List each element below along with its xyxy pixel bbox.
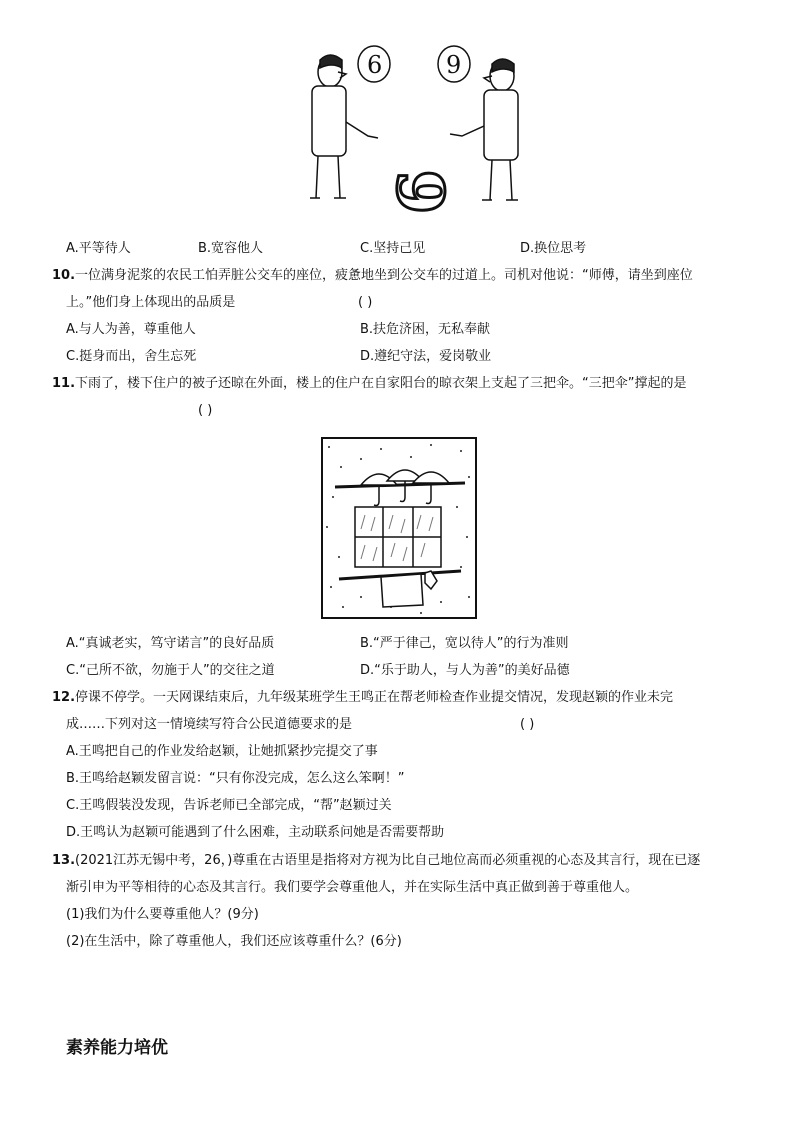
figure-six-nine-perspective: [298, 42, 534, 228]
q10-stem-line2: 上。”他们身上体现出的品质是: [66, 295, 236, 310]
q13-stem-line2: 渐引申为平等相待的心态及其言行。我们要学会尊重他人，并在实际生活中真正做到善于尊重他人。: [66, 880, 639, 895]
q13-subquestion-2: (2)在生活中，除了尊重他人，我们还应该尊重什么？(6分): [66, 934, 402, 949]
q13-number: 13.: [52, 853, 76, 868]
q12-stem-line2: 成……下列对这一情境续写符合公民道德要求的是: [66, 717, 353, 732]
q12-option-b: B.王鸣给赵颖发留言说：“只有你没完成，怎么这么笨啊！”: [66, 771, 405, 786]
figure-three-umbrellas: [321, 437, 477, 619]
q11-stem-line1: [52, 375, 687, 393]
q13-stem-text: (2021江苏无锡中考，26，)尊重在古语里是指将对方视为比自己地位高而必须重视的心态及其言行，现在已逐: [75, 853, 701, 868]
left-bubble-number: 6: [367, 51, 383, 79]
q12-option-a: A.王鸣把自己的作业发给赵颖，让她抓紧抄完提交了事: [66, 744, 378, 759]
q11-option-a: A.“真诚老实，笃守诺言”的良好品质: [66, 636, 275, 651]
q12-number: 12.: [52, 690, 76, 705]
q11-option-c: C.“己所不欲，勿施于人”的交往之道: [66, 663, 275, 678]
q10-option-c: C.挺身而出，舍生忘死: [66, 349, 197, 364]
q12-option-d: D.王鸣认为赵颖可能遇到了什么困难，主动联系问她是否需要帮助: [66, 825, 445, 840]
section-heading: 素养能力培优: [66, 1038, 168, 1058]
q13-stem-line1: [52, 852, 700, 870]
q10-stem-text: 一位满身泥浆的农民工怕弄脏公交车的座位，疲惫地坐到公交车的过道上。司机对他说：“师傅，请坐到座位: [75, 268, 693, 283]
q10-answer-blank: ( ): [358, 295, 373, 310]
q11-answer-blank: ( ): [198, 403, 213, 418]
q9-option-c: C.坚持己见: [360, 241, 426, 256]
floor-number: 6: [385, 169, 460, 215]
q12-stem-text: 停课不停学。一天网课结束后，九年级某班学生王鸣正在帮老师检查作业提交情况，发现赵颖的作业未完: [75, 690, 674, 705]
q10-stem-line1: [52, 267, 693, 285]
q9-option-b: B.宽容他人: [198, 241, 264, 256]
q11-stem-text: 下雨了，楼下住户的被子还晾在外面，楼上的住户在自家阳台的晾衣架上支起了三把伞。“三把伞”撑起的是: [75, 376, 687, 391]
q10-option-a: A.与人为善，尊重他人: [66, 322, 196, 337]
q13-subquestion-1: (1)我们为什么要尊重他人？(9分): [66, 907, 259, 922]
q11-option-d: D.“乐于助人，与人为善”的美好品德: [360, 663, 570, 678]
q12-stem-line1: [52, 689, 673, 707]
q10-number: 10.: [52, 268, 76, 283]
right-bubble-number: 9: [446, 51, 462, 79]
q10-option-b: B.扶危济困，无私奉献: [360, 322, 491, 337]
q11-option-b: B.“严于律己，宽以待人”的行为准则: [360, 636, 569, 651]
q12-answer-blank: ( ): [520, 717, 535, 732]
q12-option-c: C.王鸣假装没发现，告诉老师已全部完成，“帮”赵颖过关: [66, 798, 392, 813]
q9-option-a: A.平等待人: [66, 241, 131, 256]
q11-number: 11.: [52, 376, 76, 391]
q9-option-d: D.换位思考: [520, 241, 587, 256]
q10-option-d: D.遵纪守法，爱岗敬业: [360, 349, 492, 364]
